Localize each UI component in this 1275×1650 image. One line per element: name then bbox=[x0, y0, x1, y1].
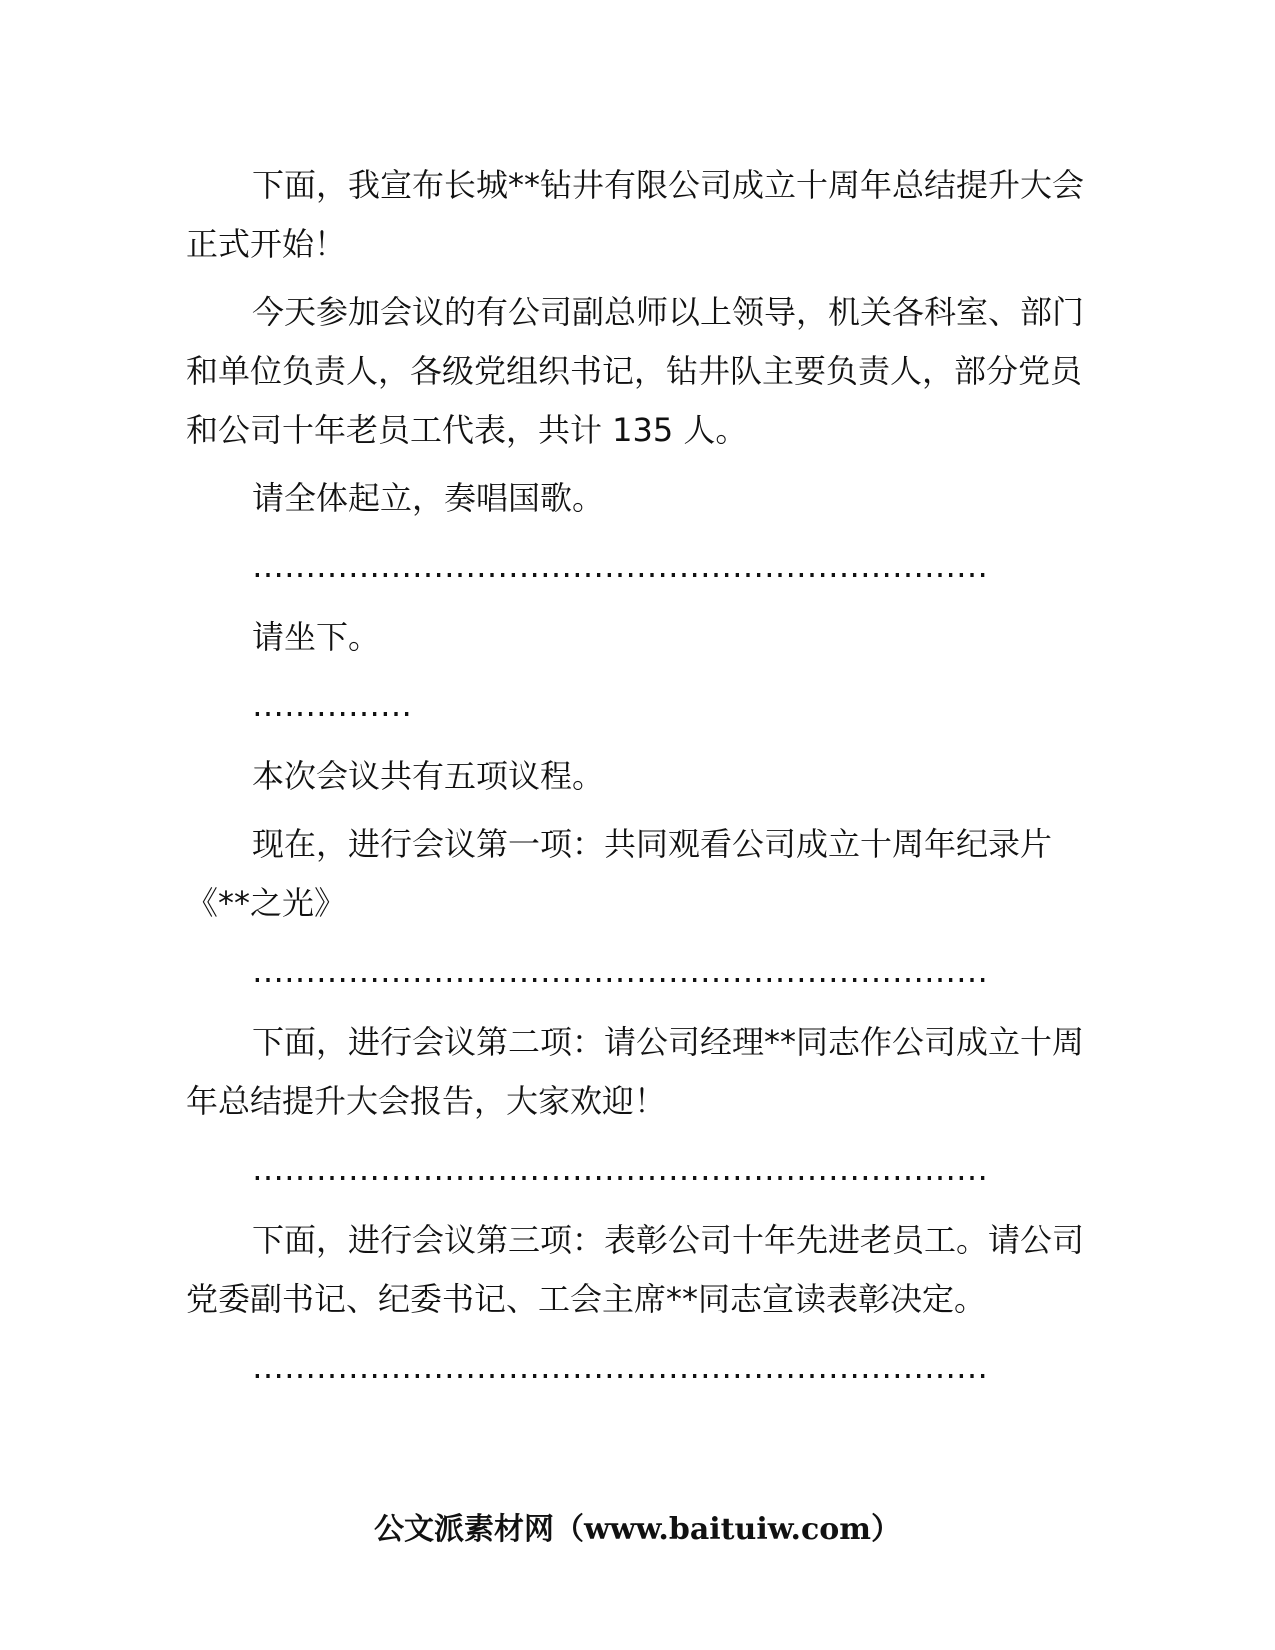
paragraph-item-one: 现在，进行会议第一项：共同观看公司成立十周年纪录片《**之光》 bbox=[186, 825, 1053, 922]
ellipsis-short: …………… bbox=[252, 686, 412, 724]
ellipsis-line: …………………………………………………………… bbox=[252, 1348, 988, 1386]
paragraph-attendees: 今天参加会议的有公司副总师以上领导，机关各科室、部门和单位负责人，各级党组织书记，钻井队主要负责人，部分党员和公司十年老员工代表，共计 135 人。 bbox=[186, 293, 1085, 449]
paragraph-anthem: 请全体起立，奏唱国歌。 bbox=[252, 479, 605, 517]
paragraph-sit-down: 请坐下。 bbox=[252, 618, 381, 656]
ellipsis-line: …………………………………………………………… bbox=[252, 952, 988, 990]
paragraph-item-two: 下面，进行会议第二项：请公司经理**同志作公司成立十周年总结提升大会报告，大家欢迎！ bbox=[186, 1023, 1085, 1120]
paragraph-agenda: 本次会议共有五项议程。 bbox=[252, 757, 605, 795]
footer-watermark-text: 公文派素材网（www.baituiw.com） bbox=[373, 1512, 902, 1547]
paragraph-opening: 下面，我宣布长城**钻井有限公司成立十周年总结提升大会正式开始！ bbox=[186, 166, 1085, 263]
document-body bbox=[186, 156, 1086, 1397]
paragraph-item-three: 下面，进行会议第三项：表彰公司十年先进老员工。请公司党委副书记、纪委书记、工会主席**同志宣读表彰决定。 bbox=[186, 1221, 1085, 1318]
ellipsis-line: …………………………………………………………… bbox=[252, 547, 988, 585]
ellipsis-line: …………………………………………………………… bbox=[252, 1150, 988, 1188]
